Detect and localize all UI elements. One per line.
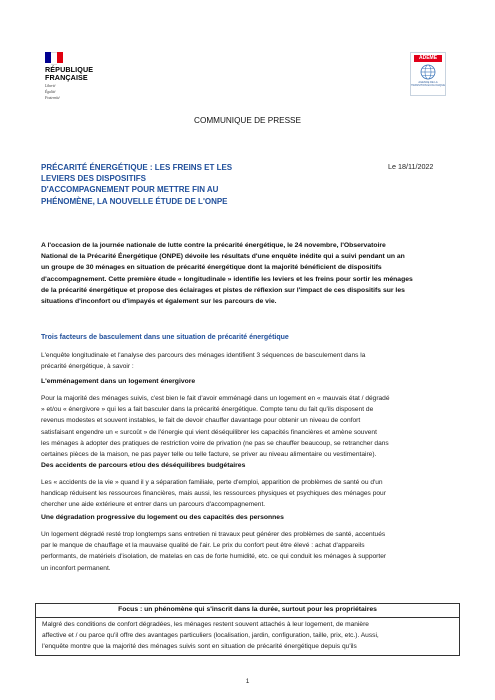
paragraph-line: Un logement dégradé resté trop longtemps sans entretien ni travaux peut générer des problèmes de santé, accentués [41,531,386,538]
focus-line: Malgré des conditions de confort dégradées, les ménages restent souvent attachés à leur logement, de manière [42,621,369,628]
focus-title: Focus : un phénomène qui s'inscrit dans la durée, surtout pour les propriétaires [118,606,377,613]
paragraph-line: un inconfort permanent. [41,564,111,572]
motto-egalite: Égalité [45,90,56,94]
document-type-heading: COMMUNIQUE DE PRESSE [194,116,301,125]
motto-fraternite: Fraternité [45,96,60,100]
paragraph-degradation [41,529,454,574]
motto-liberte: Liberté [45,84,56,88]
focus-paragraph [42,619,454,653]
page-number: 1 [245,678,250,685]
paragraph-line: chercher une aide extérieure et entrer dans un parcours d'accompagnement. [41,501,266,509]
press-release-title [41,162,291,207]
paragraph-line: performants, de matériels d'isolation, de matelas en cas de forte humidité, etc. ce qui conduit les ménages à supporter [41,553,387,561]
lead-line: National de la Précarité Énergétique (ONPE) dévoile les résultats d'une enquête inédite qui a suivi pendant un an [41,253,405,261]
ademe-logo-subtitle: AGENCE DE LA TRANSITION ÉCOLOGIQUE [411,81,445,87]
focus-line: affective et / ou parce qu'il offre des avantages particuliers (localisation, jardin, configuration, taille, prix, etc.). Aussi, [42,632,379,640]
focus-divider [36,617,459,618]
ademe-logo-title: ADEME [414,55,442,62]
paragraph-line: Les « accidents de la vie » quand il y a séparation familiale, perte d'emploi, apparition de problèmes de santé ou d'un [41,479,383,486]
paragraph-line: satisfaisant engendre un « surcoût » de l'énergie qui vient déséquilibrer les capacités financières et amène souvent [41,428,377,436]
republic-name-line2: FRANÇAISE [45,73,88,82]
paragraph-line: » et/ou « énergivore » qui les a fait basculer dans la précarité énergétique. Compte tenu du fait qu'ils disposent de [41,406,374,414]
paragraph-line: revenus modestes et souvent instables, le fait de devoir chauffer davantage pour obtenir un niveau de confort [41,417,361,425]
intro-line: précarité énergétique, à savoir : [41,363,134,371]
subheading-accidents: Des accidents de parcours et/ou des déséquilibres budgétaires [41,462,246,469]
focus-line: l'enquête montre que la majorité des ménages suivis sont en situation de précarité énergétique depuis qu'ils [42,643,357,651]
lead-line: d'accompagnement. Cette première étude « longitudinale » identifie les leviers et les freins pour sortir les ménages [41,275,413,283]
paragraph-line: certaines pièces de la maison, ne pas payer telle ou telle facture, se priver au niveau alimentaire ou vestimentaire). [41,451,377,459]
paragraph-accidents [41,477,454,511]
paragraph-energivore [41,393,454,460]
lead-line: situations d'inconfort ou d'impayés et également sur les parcours de vie. [41,298,277,306]
title-line: PRÉCARITÉ ÉNERGÉTIQUE : LES FREINS ET LES [41,163,233,172]
lead-line: de la précarité énergétique et propose des éclairages et pistes de réflexion sur l'impact de ces dispositifs sur les [41,286,405,294]
section-heading: Trois facteurs de basculement dans une situation de précarité énergétique [41,334,289,341]
subheading-degradation: Une dégradation progressive du logement ou des capacités des personnes [41,514,284,521]
lead-line: un groupe de 30 ménages en situation de précarité énergétique dont la majorité bénéficient de dispositifs [41,264,382,272]
title-line: LEVIERS DES DISPOSITIFS [41,174,146,184]
title-line: D'ACCOMPAGNEMENT POUR METTRE FIN AU [41,185,219,195]
republique-francaise-logo [45,52,105,100]
republic-name-line1: RÉPUBLIQUE [45,65,94,74]
paragraph-line: les ménages à adopter des pratiques de restriction voire de privation (ne pas se chauffer beaucoup, se retrancher dans [41,439,389,447]
paragraph-line: handicap réduisent les ressources financières, mais aussi, les ressources physiques et psychiques des ménages pour [41,490,386,498]
ademe-logo [410,52,446,96]
intro-paragraph [41,350,454,372]
lead-paragraph [41,240,454,307]
paragraph-line: par le manque de chauffage et la mauvaise qualité de l'air. Le prix du confort peut être élevé : achat d'appareils [41,542,365,550]
globe-icon [420,64,436,80]
marianne-flag-icon [45,52,63,63]
release-date: Le 18/11/2022 [388,162,434,171]
intro-line: L'enquête longitudinale et l'analyse des parcours des ménages identifient 3 séquences de basculement dans la [41,352,366,359]
paragraph-line: Pour la majorité des ménages suivis, c'est bien le fait d'avoir emménagé dans un logement en « mauvais état / dégradé [41,395,390,402]
subheading-energivore: L'emménagement dans un logement énergivore [41,378,196,385]
title-line: PHÉNOMÈNE, LA NOUVELLE ÉTUDE DE L'ONPE [41,196,228,206]
lead-line: A l'occasion de la journée nationale de lutte contre la précarité énergétique, le 24 novembre, l'Observatoire [41,242,386,249]
focus-box [35,603,460,656]
